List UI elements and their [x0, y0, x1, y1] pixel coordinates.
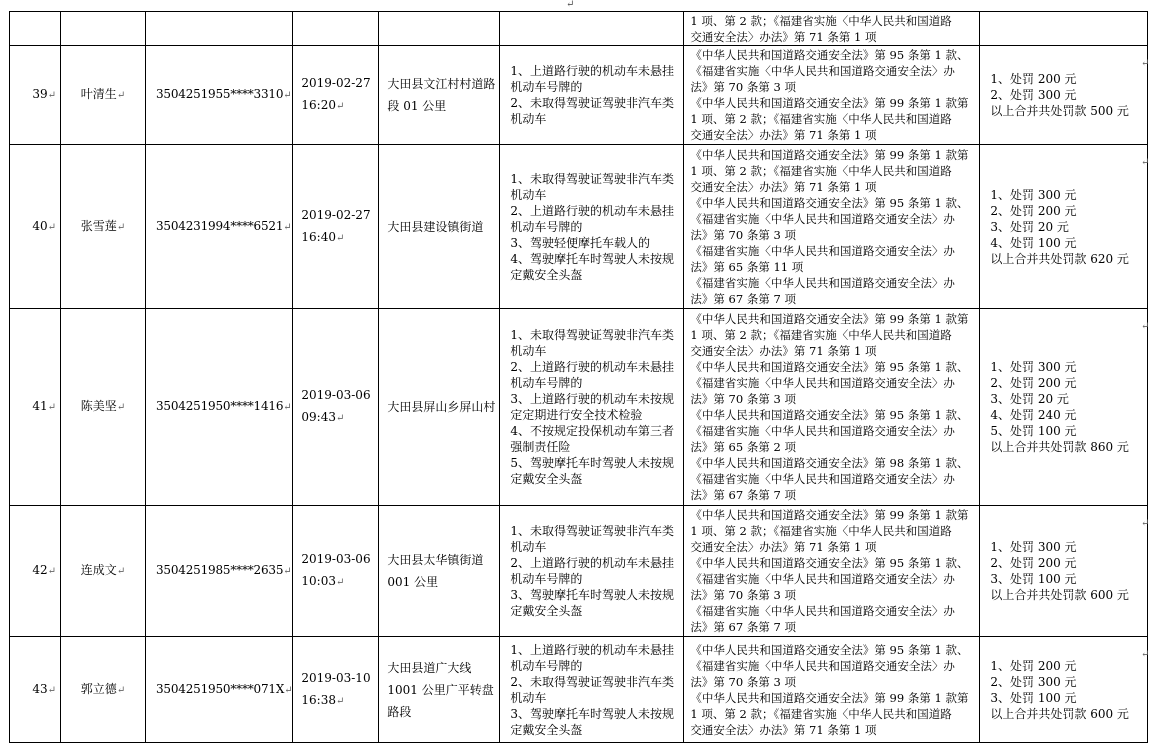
- penalty-item: 2、处罚 200 元: [990, 556, 1077, 570]
- paragraph-mark: ↵: [47, 221, 56, 233]
- paragraph-mark: ↵: [283, 402, 292, 413]
- penalty-item: 4、处罚 240 元: [990, 408, 1077, 422]
- law-line: 法》第 67 条第 7 项: [690, 488, 796, 502]
- law-line: 法》第 70 条第 3 项: [690, 80, 796, 94]
- cell-empty: [146, 12, 293, 46]
- cell-empty: [500, 12, 684, 46]
- penalty-item: 3、处罚 100 元: [990, 572, 1077, 586]
- law-cell: [684, 309, 980, 506]
- name-cell: [61, 506, 146, 637]
- violation-item: 2、上道路行驶的机动车未悬挂机动车号牌的: [510, 360, 675, 390]
- violation-time: 16:20: [301, 98, 336, 112]
- law-line: 《福建省实施〈中华人民共和国道路交通安全法〉办: [690, 424, 955, 438]
- paragraph-mark: ↵: [283, 221, 292, 233]
- violation-time: 10:03: [301, 574, 336, 588]
- row-number-cell: [10, 145, 61, 309]
- violations-cell: [500, 145, 684, 309]
- violation-date: 2019-02-27: [301, 207, 371, 222]
- law-line: 1 项、第 2 款；《福建省实施〈中华人民共和国道路: [690, 524, 952, 538]
- violation-item: 3、上道路行驶的机动车未按规定定期进行安全技术检验: [510, 392, 675, 422]
- penalty-item: 4、处罚 100 元: [990, 235, 1077, 250]
- violation-item: 5、驾驶摩托车时驾驶人未按规定戴安全头盔: [510, 456, 675, 486]
- law-line: 《福建省实施〈中华人民共和国道路交通安全法〉办: [690, 211, 955, 226]
- penalty-item: 2、处罚 300 元: [990, 674, 1077, 689]
- paragraph-mark: ↵: [335, 232, 345, 244]
- name-cell: [61, 145, 146, 309]
- violation-item: 2、未取得驾驶证驾驶非汽车类机动车: [510, 96, 675, 126]
- violation-item: 1、未取得驾驶证驾驶非汽车类机动车: [510, 171, 675, 202]
- law-line: 《福建省实施〈中华人民共和国道路交通安全法〉办: [690, 572, 955, 586]
- law-cell: [684, 12, 980, 46]
- law-cell: [684, 46, 980, 145]
- law-line: 《中华人民共和国道路交通安全法》第 95 条第 1 款、: [690, 195, 969, 210]
- paragraph-mark: ↵: [47, 684, 56, 696]
- id-number: 3504251955****3310: [156, 87, 284, 101]
- violation-place: 大田县道广大线 1001 公里广平转盘路段: [387, 660, 494, 719]
- cell-empty: [980, 12, 1148, 46]
- place-cell: [379, 637, 500, 743]
- penalty-item: 以上合并共处罚款 860 元: [990, 440, 1129, 454]
- violation-time: 16:40: [301, 229, 336, 244]
- penalty-cell: [980, 506, 1148, 637]
- paragraph-mark: ↵: [116, 684, 126, 696]
- violation-time-line: [301, 689, 378, 713]
- violation-date: 2019-03-10: [301, 670, 371, 685]
- paragraph-mark: ↵: [47, 566, 56, 577]
- penalty-item: 1、处罚 300 元: [990, 187, 1077, 202]
- law-line: 《福建省实施〈中华人民共和国道路交通安全法〉办: [690, 64, 955, 78]
- person-name: 陈美坚: [80, 399, 117, 413]
- violation-time: 09:43: [301, 410, 336, 424]
- penalty-item: 3、处罚 100 元: [990, 690, 1077, 705]
- id-number: 3504231994****6521: [156, 218, 284, 233]
- penalty-cell: [980, 637, 1148, 743]
- paragraph-mark: ↵: [116, 221, 126, 233]
- law-line: 交通安全法〉办法》第 71 条第 1 项: [690, 179, 877, 194]
- law-line: 法》第 70 条第 3 项: [690, 392, 796, 406]
- datetime-cell: [293, 309, 379, 506]
- person-name: 张雪莲: [80, 218, 117, 233]
- paragraph-mark: ↵: [283, 90, 292, 101]
- law-line: 《中华人民共和国道路交通安全法》第 95 条第 1 款、: [690, 48, 969, 62]
- id-cell: [146, 309, 293, 506]
- penalty-item: 3、处罚 20 元: [990, 392, 1069, 406]
- law-line: 《中华人民共和国道路交通安全法》第 99 条第 1 款第: [690, 508, 969, 522]
- row-number-cell: [10, 46, 61, 145]
- violation-date: 2019-02-27: [301, 76, 371, 90]
- person-name: 叶清生: [80, 87, 117, 101]
- law-line: 《中华人民共和国道路交通安全法》第 99 条第 1 款第: [690, 312, 969, 326]
- table-row: [10, 145, 1148, 309]
- table-row: [10, 637, 1148, 743]
- violation-item: 3、驾驶摩托车时驾驶人未按规定戴安全头盔: [510, 706, 675, 737]
- id-cell: [146, 506, 293, 637]
- penalty-item: 以上合并共处罚款 620 元: [990, 251, 1129, 266]
- law-line: 《中华人民共和国道路交通安全法》第 95 条第 1 款、: [690, 360, 969, 374]
- law-line: 《中华人民共和国道路交通安全法》第 95 条第 1 款、: [690, 642, 969, 657]
- place-cell: [379, 145, 500, 309]
- violation-item: 2、上道路行驶的机动车未悬挂机动车号牌的: [510, 203, 675, 234]
- violations-cell: [500, 309, 684, 506]
- paragraph-mark: ↵: [335, 577, 345, 588]
- id-number: 3504251950****071X: [156, 681, 285, 696]
- penalty-item: 以上合并共处罚款 600 元: [990, 588, 1129, 602]
- top-paragraph-mark: ↵: [566, 0, 575, 10]
- violation-place: 大田县太华镇街道 001 公里: [387, 553, 484, 589]
- violation-time-line: [301, 226, 378, 250]
- table-row: [10, 309, 1148, 506]
- law-line: 1 项、第 2 款；《福建省实施〈中华人民共和国道路: [690, 13, 952, 28]
- law-line: 法》第 67 条第 7 项: [690, 620, 796, 634]
- law-line: 《福建省实施〈中华人民共和国道路交通安全法〉办: [690, 243, 955, 258]
- penalty-item: 3、处罚 20 元: [990, 219, 1069, 234]
- penalty-item: 5、处罚 100 元: [990, 424, 1077, 438]
- law-line: 法》第 70 条第 3 项: [690, 227, 796, 242]
- violation-item: 2、未取得驾驶证驾驶非汽车类机动车: [510, 674, 675, 705]
- penalty-cell: [980, 145, 1148, 309]
- law-line: 《中华人民共和国道路交通安全法》第 98 条第 1 款、: [690, 456, 969, 470]
- paragraph-mark: ↵: [284, 684, 293, 696]
- datetime-cell: [293, 637, 379, 743]
- violation-time-line: [301, 406, 378, 430]
- law-line: 《中华人民共和国道路交通安全法》第 95 条第 1 款、: [690, 556, 969, 570]
- id-number: 3504251950****1416: [156, 399, 284, 413]
- cell-empty: [10, 12, 61, 46]
- penalty-item: 2、处罚 300 元: [990, 88, 1077, 102]
- name-cell: [61, 309, 146, 506]
- law-line: 交通安全法〉办法》第 71 条第 1 项: [690, 540, 877, 554]
- penalty-item: 2、处罚 200 元: [990, 203, 1077, 218]
- cell-empty: [379, 12, 500, 46]
- paragraph-mark: ↵: [47, 402, 56, 413]
- violation-item: 3、驾驶轻便摩托车载人的: [510, 235, 651, 250]
- penalty-item: 以上合并共处罚款 500 元: [990, 104, 1129, 118]
- violation-time: 16:38: [301, 692, 336, 707]
- violation-place: 大田县建设镇街道: [387, 219, 484, 234]
- law-line: 《中华人民共和国道路交通安全法》第 99 条第 1 款第: [690, 147, 969, 162]
- penalty-cell: [980, 309, 1148, 506]
- row-number-cell: [10, 506, 61, 637]
- penalty-item: 1、处罚 200 元: [990, 658, 1077, 673]
- row-number: 39: [32, 87, 48, 101]
- violations-cell: [500, 46, 684, 145]
- law-line: 1 项、第 2 款；《福建省实施〈中华人民共和国道路: [690, 328, 952, 342]
- datetime-cell: [293, 506, 379, 637]
- person-name: 郭立德: [80, 681, 117, 696]
- paragraph-mark: ↵: [116, 566, 126, 577]
- law-cell: [684, 506, 980, 637]
- paragraph-mark: ↵: [335, 101, 345, 112]
- law-line: 法》第 65 条第 2 项: [690, 440, 796, 454]
- id-number: 3504251985****2635: [156, 563, 284, 577]
- violation-item: 1、未取得驾驶证驾驶非汽车类机动车: [510, 524, 675, 554]
- paragraph-mark: ↵: [283, 566, 292, 577]
- place-cell: [379, 506, 500, 637]
- violation-time-line: [301, 570, 378, 594]
- law-line: 1 项、第 2 款；《福建省实施〈中华人民共和国道路: [690, 163, 952, 178]
- violation-item: 4、不按规定投保机动车第三者强制责任险: [510, 424, 675, 454]
- law-line: 1 项、第 2 款；《福建省实施〈中华人民共和国道路: [690, 112, 952, 126]
- law-line: 法》第 70 条第 3 项: [690, 674, 796, 689]
- violation-item: 1、未取得驾驶证驾驶非汽车类机动车: [510, 328, 675, 358]
- law-line: 法》第 65 条第 11 项: [690, 259, 804, 274]
- paragraph-mark: ↵: [1141, 649, 1150, 660]
- law-line: 交通安全法〉办法》第 71 条第 1 项: [690, 722, 877, 737]
- place-cell: [379, 46, 500, 145]
- penalty-item: 1、处罚 300 元: [990, 360, 1077, 374]
- datetime-cell: [293, 145, 379, 309]
- paragraph-mark: ↵: [1141, 518, 1150, 529]
- violation-item: 2、上道路行驶的机动车未悬挂机动车号牌的: [510, 556, 675, 586]
- law-cell: [684, 145, 980, 309]
- law-line: 《福建省实施〈中华人民共和国道路交通安全法〉办: [690, 472, 955, 486]
- id-cell: [146, 145, 293, 309]
- penalty-item: 以上合并共处罚款 600 元: [990, 706, 1129, 721]
- law-line: 《中华人民共和国道路交通安全法》第 99 条第 1 款第: [690, 690, 969, 705]
- violation-item: 1、上道路行驶的机动车未悬挂机动车号牌的: [510, 642, 675, 673]
- violation-place: 大田县屏山乡屏山村: [387, 400, 496, 414]
- row-number: 40: [32, 218, 48, 233]
- datetime-cell: [293, 46, 379, 145]
- law-line: 交通安全法〉办法》第 71 条第 1 项: [690, 128, 877, 142]
- violation-item: 4、驾驶摩托车时驾驶人未按规定戴安全头盔: [510, 251, 675, 282]
- law-line: 1 项、第 2 款；《福建省实施〈中华人民共和国道路: [690, 706, 952, 721]
- violation-time-line: [301, 94, 378, 118]
- law-line: 法》第 67 条第 7 项: [690, 291, 796, 306]
- id-cell: [146, 637, 293, 743]
- paragraph-mark: ↵: [335, 695, 345, 707]
- penalty-item: 1、处罚 200 元: [990, 72, 1077, 86]
- law-line: 《中华人民共和国道路交通安全法》第 99 条第 1 款第: [690, 96, 969, 110]
- penalty-cell: [980, 46, 1148, 145]
- paragraph-mark: ↵: [1141, 321, 1150, 332]
- penalty-item: 2、处罚 200 元: [990, 376, 1077, 390]
- law-line: 法》第 70 条第 3 项: [690, 588, 796, 602]
- law-line: 《福建省实施〈中华人民共和国道路交通安全法〉办: [690, 376, 955, 390]
- paragraph-mark: ↵: [1141, 157, 1150, 168]
- law-line: 交通安全法〉办法》第 71 条第 1 项: [690, 29, 877, 44]
- row-number: 43: [32, 681, 48, 696]
- person-name: 连成文: [80, 563, 117, 577]
- table-row-continued: [10, 12, 1148, 46]
- law-line: 交通安全法〉办法》第 71 条第 1 项: [690, 344, 877, 358]
- law-line: 《福建省实施〈中华人民共和国道路交通安全法〉办: [690, 658, 955, 673]
- law-line: 《福建省实施〈中华人民共和国道路交通安全法〉办: [690, 604, 955, 618]
- cell-empty: [61, 12, 146, 46]
- penalty-table: [9, 11, 1148, 743]
- row-number: 42: [32, 563, 48, 577]
- row-number: 41: [32, 399, 48, 413]
- violation-date: 2019-03-06: [301, 552, 371, 566]
- name-cell: [61, 46, 146, 145]
- paragraph-mark: ↵: [47, 90, 56, 101]
- penalty-item: 1、处罚 300 元: [990, 540, 1077, 554]
- violation-item: 1、上道路行驶的机动车未悬挂机动车号牌的: [510, 64, 675, 94]
- violation-place: 大田县文江村村道路段 01 公里: [387, 77, 496, 113]
- law-line: 《中华人民共和国道路交通安全法》第 95 条第 1 款、: [690, 408, 969, 422]
- paragraph-mark: ↵: [116, 402, 126, 413]
- paragraph-mark: ↵: [335, 413, 345, 424]
- place-cell: [379, 309, 500, 506]
- row-number-cell: [10, 637, 61, 743]
- cell-empty: [293, 12, 379, 46]
- paragraph-mark: ↵: [1141, 58, 1150, 69]
- table-row: [10, 506, 1148, 637]
- law-cell: [684, 637, 980, 743]
- id-cell: [146, 46, 293, 145]
- table-row: [10, 46, 1148, 145]
- violation-item: 3、驾驶摩托车时驾驶人未按规定戴安全头盔: [510, 588, 675, 618]
- row-number-cell: [10, 309, 61, 506]
- violation-date: 2019-03-06: [301, 388, 371, 402]
- law-line: 《福建省实施〈中华人民共和国道路交通安全法〉办: [690, 275, 955, 290]
- violations-cell: [500, 637, 684, 743]
- paragraph-mark: ↵: [116, 90, 126, 101]
- name-cell: [61, 637, 146, 743]
- violations-cell: [500, 506, 684, 637]
